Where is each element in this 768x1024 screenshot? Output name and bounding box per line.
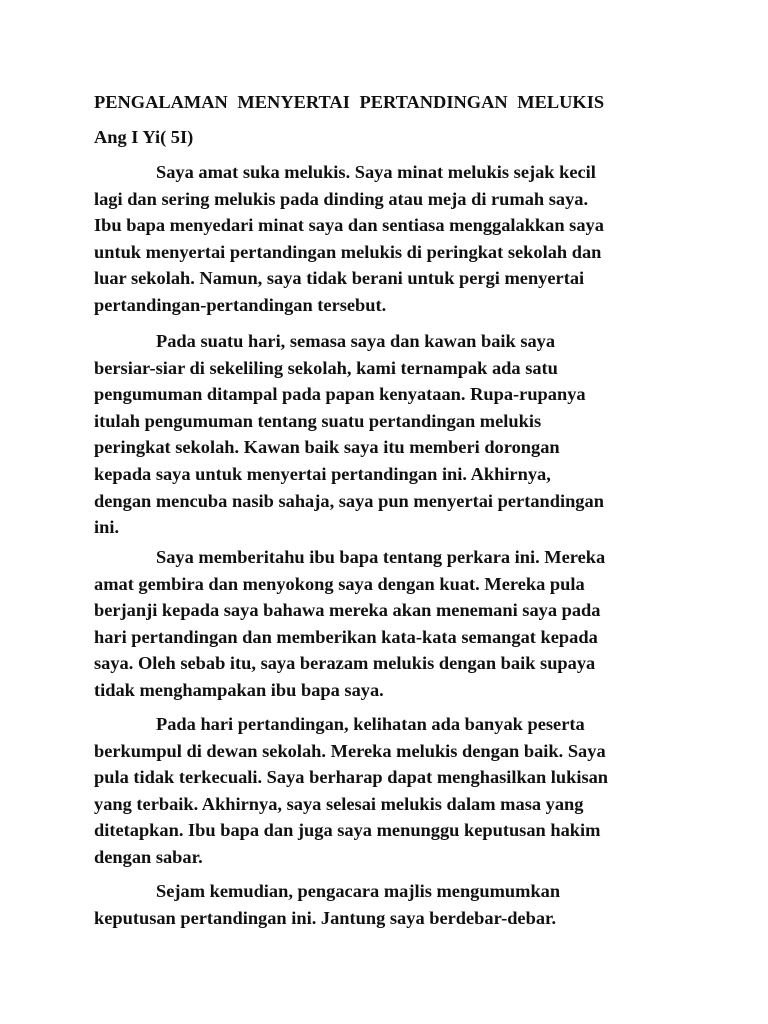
paragraph-line: berkumpul di dewan sekolah. Mereka melukis dengan baik. Saya bbox=[94, 740, 606, 761]
paragraph-line: pengumuman ditampal pada papan kenyataan. Rupa-rupanya bbox=[94, 384, 586, 405]
paragraph-line: itulah pengumuman tentang suatu pertandingan melukis bbox=[94, 410, 542, 431]
paragraph-line: peringkat sekolah. Kawan baik saya itu memberi dorongan bbox=[94, 437, 560, 458]
paragraph-line: tidak menghampakan ibu bapa saya. bbox=[94, 679, 384, 700]
paragraph-line: untuk menyertai pertandingan melukis di peringkat sekolah dan bbox=[94, 241, 602, 262]
paragraph bbox=[94, 711, 684, 871]
paragraph-line: amat gembira dan menyokong saya dengan kuat. Mereka pula bbox=[94, 573, 585, 594]
paragraph-line: Pada hari pertandingan, kelihatan ada banyak peserta bbox=[156, 714, 585, 734]
paragraph bbox=[94, 878, 684, 931]
author-line: Ang I Yi( 5I) bbox=[94, 127, 194, 147]
paragraph-line: dengan mencuba nasib sahaja, saya pun menyertai pertandingan bbox=[94, 490, 604, 511]
paragraph-line: pertandingan-pertandingan tersebut. bbox=[94, 294, 387, 315]
paragraph-line: Sejam kemudian, pengacara majlis mengumumkan bbox=[156, 881, 561, 901]
paragraph-line: saya. Oleh sebab itu, saya berazam melukis dengan baik supaya bbox=[94, 653, 596, 674]
paragraph-line: kepada saya untuk menyertai pertandingan ini. Akhirnya, bbox=[94, 463, 551, 484]
paragraph-line: Ibu bapa menyedari minat saya dan sentiasa menggalakkan saya bbox=[94, 215, 604, 236]
paragraph-line: berjanji kepada saya bahawa mereka akan menemani saya pada bbox=[94, 600, 601, 621]
paragraph bbox=[94, 328, 684, 541]
paragraph-line: keputusan pertandingan ini. Jantung saya berdebar-debar. bbox=[94, 907, 557, 928]
document-title: PENGALAMAN MENYERTAI PERTANDINGAN MELUKIS bbox=[94, 92, 605, 112]
paragraph-line: Pada suatu hari, semasa saya dan kawan baik saya bbox=[156, 331, 556, 351]
paragraph-line: hari pertandingan dan memberikan kata-kata semangat kepada bbox=[94, 626, 598, 647]
paragraph-line: ditetapkan. Ibu bapa dan juga saya menunggu keputusan hakim bbox=[94, 820, 601, 841]
paragraph bbox=[94, 159, 684, 319]
paragraph-line: bersiar-siar di sekeliling sekolah, kami ternampak ada satu bbox=[94, 357, 558, 378]
paragraph-line: yang terbaik. Akhirnya, saya selesai melukis dalam masa yang bbox=[94, 793, 584, 814]
paragraph bbox=[94, 544, 684, 704]
paragraph-line: lagi dan sering melukis pada dinding atau meja di rumah saya. bbox=[94, 188, 589, 209]
paragraph-line: Saya memberitahu ibu bapa tentang perkara ini. Mereka bbox=[156, 547, 606, 567]
paragraph-line: dengan sabar. bbox=[94, 846, 203, 867]
paragraph-line: pula tidak terkecuali. Saya berharap dapat menghasilkan lukisan bbox=[94, 767, 609, 788]
paragraph-line: ini. bbox=[94, 517, 120, 538]
paragraph-line: luar sekolah. Namun, saya tidak berani untuk pergi menyertai bbox=[94, 268, 585, 289]
paragraph-line: Saya amat suka melukis. Saya minat melukis sejak kecil bbox=[156, 162, 596, 182]
